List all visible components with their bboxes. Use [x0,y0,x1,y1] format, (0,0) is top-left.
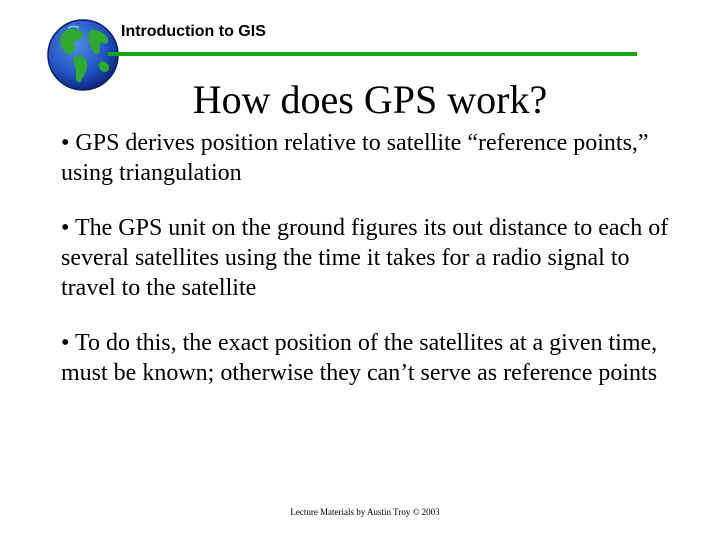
bullet-point-1: • GPS derives position relative to satellite “reference points,” using triangulation [61,130,649,186]
bullet-point-2: • The GPS unit on the ground figures its out distance to each of several satellites using the time it takes for a radio signal to travel to the satellite [61,215,669,301]
header-divider [108,52,637,56]
bullet-point-3: • To do this, the exact position of the satellites at a given time, must be known; otherwise they can’t serve as reference points [61,330,658,386]
slide-title: How does GPS work? [192,77,548,122]
footer-credit: Lecture Materials by Austin Troy © 2003 [290,507,440,517]
section-title: Introduction to GIS [121,23,266,40]
